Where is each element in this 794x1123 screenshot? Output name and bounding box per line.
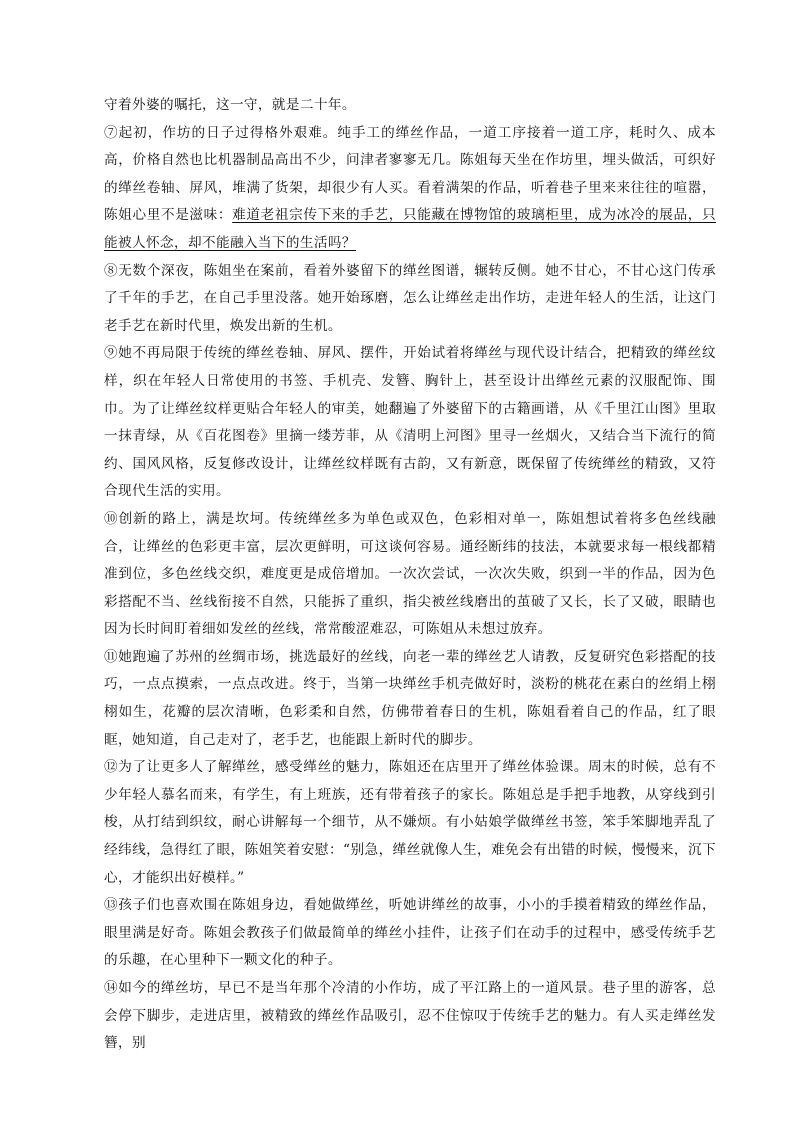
paragraph-text: ⑩创新的路上，满是坎坷。传统缂丝多为单色或双色，色彩相对单一，陈姐想试着将多色丝线融合，让缂丝的色彩更丰富，层次更鲜明，可这谈何容易。通经断纬的技法，本就要求每一根线都精准到位，多色丝线交织，难度更是成倍增加。一次次尝试，一次次失败，织到一半的作品，因为色彩搭配不当、丝线衔接不自然，只能拆了重织，指尖被丝线磨出的茧破了又长，长了又破，眼睛也因为长时间盯着细如发丝的丝线，常常酸涩难忍，可陈姐从未想过放弃。 [104, 510, 716, 638]
paragraph-text: ⑭如今的缂丝坊，早已不是当年那个冷清的小作坊，成了平江路上的一道风景。巷子里的游客，总会停下脚步，走进店里，被精致的缂丝作品吸引，忍不住惊叹于传统手艺的魅力。有人买走缂丝发簪，别 [104, 980, 716, 1052]
paragraph-8 [104, 258, 716, 341]
paragraph-14 [104, 975, 716, 1058]
article-body [104, 92, 716, 1058]
paragraph-continuation [104, 92, 716, 120]
paragraph-text: ⑦起初，作坊的日子过得格外艰难。纯手工的缂丝作品，一道工序接着一道工序，耗时久、成本高，价格自然也比机器制品高出不少，问津者寥寥无几。陈姐每天坐在作坊里，埋头做活，可织好的缂丝卷轴、屏风，堆满了货架，却很少有人买。看着满架的作品，听着巷子里来来往往的喧嚣，陈姐心里不是滋味： [104, 124, 716, 224]
paragraph-10 [104, 506, 716, 644]
paragraph-text: ⑨她不再局限于传统的缂丝卷轴、屏风、摆件，开始试着将缂丝与现代设计结合，把精致的缂丝纹样，织在年轻人日常使用的书签、手机壳、发簪、胸针上，甚至设计出缂丝元素的汉服配饰、围巾。为了让缂丝纹样更贴合年轻人的审美，她翻遍了外婆留下的古籍画谱，从《千里江山图》里取一抹青绿，从《百花图卷》里摘一缕芳菲，从《清明上河图》里寻一丝烟火，又结合当下流行的简约、国风风格，反复修改设计，让缂丝纹样既有古韵，又有新意，既保留了传统缂丝的精致，又符合现代生活的实用。 [104, 345, 716, 500]
paragraph-text: 守着外婆的嘱托，这一守，就是二十年。 [104, 97, 356, 113]
paragraph-13 [104, 892, 716, 975]
paragraph-9 [104, 340, 716, 506]
paragraph-text: ⑧无数个深夜，陈姐坐在案前，看着外婆留下的缂丝图谱，辗转反侧。她不甘心，不甘心这门传承了千年的手艺，在自己手里没落。她开始琢磨，怎么让缂丝走出作坊，走进年轻人的生活，让这门老手艺在新时代里，焕发出新的生机。 [104, 262, 716, 334]
paragraph-7 [104, 120, 716, 258]
paragraph-text: ⑪她跑遍了苏州的丝绸市场，挑选最好的丝线，向老一辈的缂丝艺人请教，反复研究色彩搭配的技巧，一点点摸索，一点点改进。终于，当第一块缂丝手机壳做好时，淡粉的桃花在素白的丝绢上栩栩如生，花瓣的层次清晰，色彩柔和自然，仿佛带着春日的生机，陈姐看着自己的作品，红了眼眶，她知道，自己走对了，老手艺，也能跟上新时代的脚步。 [104, 648, 716, 748]
paragraph-12 [104, 754, 716, 892]
paragraph-11 [104, 644, 716, 754]
paragraph-text: ⑬孩子们也喜欢围在陈姐身边，看她做缂丝，听她讲缂丝的故事，小小的手摸着精致的缂丝作品，眼里满是好奇。陈姐会教孩子们做最简单的缂丝小挂件，让孩子们在动手的过程中，感受传统手艺的乐趣，在心里种下一颗文化的种子。 [104, 897, 716, 969]
underlined-question: 难道老祖宗传下来的手艺，只能藏在博物馆的玻璃柜里，成为冰冷的展品，只能被人怀念，却不能融入当下的生活吗？ [104, 207, 716, 251]
paragraph-text: ⑫为了让更多人了解缂丝，感受缂丝的魅力，陈姐还在店里开了缂丝体验课。周末的时候，总有不少年轻人慕名而来，有学生，有上班族，还有带着孩子的家长。陈姐总是手把手地教，从穿线到引梭，从打结到织纹，耐心讲解每一个细节，从不嫌烦。有小姑娘学做缂丝书签，笨手笨脚地弄乱了经纬线，急得红了眼，陈姐笑着安慰：“别急，缂丝就像人生，难免会有出错的时候，慢慢来，沉下心，才能织出好模样。” [104, 759, 716, 886]
